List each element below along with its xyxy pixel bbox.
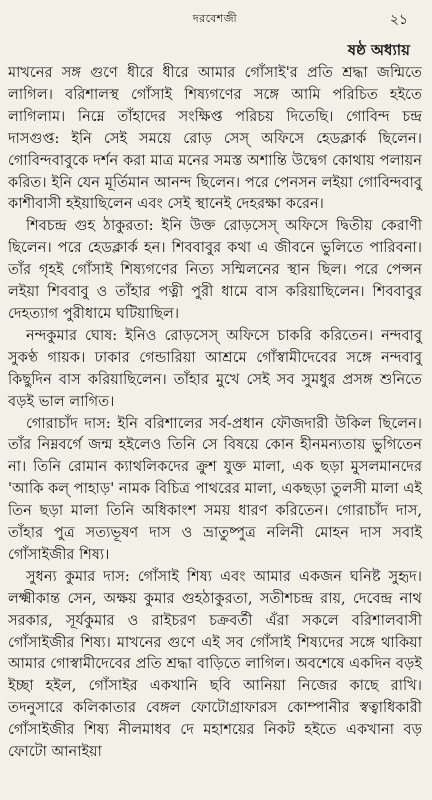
page-header <box>8 0 422 32</box>
paragraph-sudhanya: সুধন্য কুমার দাস: গোঁসাই শিষ্য এবং আমার একজন ঘনিষ্ট সুহৃদ। লক্ষ্মীকান্ত সেন, অক্ষয় কুমার গুহঠাকুরতা, সতীশচন্দ্র রায়, দেবেন্দ্র নাথ সরকার, সূর্যকুমার ও রাইচরণ চক্রবর্তী এঁরা সকলে বরিশালবাসী গোঁসাইজীর শিষ্য। মাখনের গুণে এই সব গোঁসাই শিষ্যদের সঙ্গে থাকিয়া আমার গোস্বামীদেবের প্রতি শ্রদ্ধা বাড়িতে লাগিল। অবশেষে একদিন বড়ই ইচ্ছা হইল, গোঁসাইর একখানি ছবি আনিয়া নিজের কাছে রাখি। তদনুসারে কলিকাতার বেঙ্গল ফোটোগ্রাফারস কোম্পানীর স্বত্বাধিকারী গোঁসাইজীর শিষ্য নীলমাধব দে মহাশয়ের নিকট হইতে একখানা বড় ফোটো আনাইয়া <box>8 567 422 761</box>
paragraph-nandakumar: নন্দকুমার ঘোষ: ইনিও রোড়সেস্ অফিসে চাকরি করিতেন। নন্দবাবু সুকণ্ঠ গায়ক। ঢাকার গেন্ডারিয়া আশ্রমে গোঁস্বামীদেবের সঙ্গে নন্দবাবু কিছুদিন বাস করিয়াছিলেন। তাঁহার মুখে সেই সব সুমধুর প্রসঙ্গ শুনিতে বড়ই ভাল লাগিত। <box>8 326 422 410</box>
running-title: দরবেশজী <box>192 12 238 25</box>
body-text <box>8 62 422 763</box>
paragraph-gorachand: গোরাচাঁদ দাস: ইনি বরিশালের সর্ব-প্রধান ফৌজদারী উকিল ছিলেন। তাঁর নিম্নবর্গে জন্ম হইলেও তিনি সে বিষয়ে কোন হীনমন্যতায় ভুগিতেন না। তিনি রোমান ক্যাথলিকদের ক্রুশ যুক্ত মালা, এক ছড়া মুসলমানদের 'আকি কল্ পাহাড়' নামক বিচিত্র পাথরের মালা, একছড়া তুলসী মালা এই তিন ছড়া মালা তিনি অধিকাংশ সময় ধারণ করিতেন। গোরাচাঁদ দাস, তাঁহার পুত্র সত্যভূষণ দাস ও ভ্রাতুষ্পুত্র নলিনী মোহন দাস সবাই গোঁসাইজীর শিষ্য। <box>8 414 422 563</box>
chapter-heading: ষষ্ঠ অধ্যায় <box>347 41 410 59</box>
paragraph-shibchandra: শিবচন্দ্র গুহ ঠাকুরতা: ইনি উক্ত রোড়সেস্ অফিসে দ্বিতীয় কেরাণী ছিলেন। পরে হেডক্লার্ক হন। শিববাবুর কথা এ জীবনে ভুলিতে পারিবনা। তাঁর গৃহই গোঁসাই শিষ্যগণের নিত্য সম্মিলনের স্থান ছিল। পরে পেন্সন লইয়া শিববাবু ও তাঁহার পত্নী পুরী ধামে বাস করিয়াছিলেন। শিববাবুর দেহত্যাগ পুরীধামে ঘটিয়াছিল। <box>8 217 422 322</box>
page-number: ২১ <box>389 12 408 28</box>
paragraph-makhan: মাখনের সঙ্গ গুণে ধীরে ধীরে আমার গোঁসাই'র প্রতি শ্রদ্ধা জন্মিতে লাগিল। বরিশালস্থ গোঁসাই শিষ্যগণের সঙ্গে আমি পরিচিত হইতে লাগিলাম। নিম্নে তাঁহাদের সংক্ষিপ্ত পরিচয় দিতেছি। গোবিন্দ চন্দ্র দাসগুপ্ত: ইনি সেই সময়ে রোড় সেস্ অফিসে হেডক্লার্ক ছিলেন। গোবিন্দবাবুকে দর্শন করা মাত্র মনের সমস্ত অশান্তি উদ্বেগ কোথায় পলায়ন করিত। ইনি যেন মূর্তিমান আনন্দ ছিলেন। পরে পেনসন লইয়া গোবিন্দবাবু কাশীবাসী হইয়াছিলেন এবং সেই স্থানেই দেহরক্ষা করেন। <box>8 64 422 213</box>
